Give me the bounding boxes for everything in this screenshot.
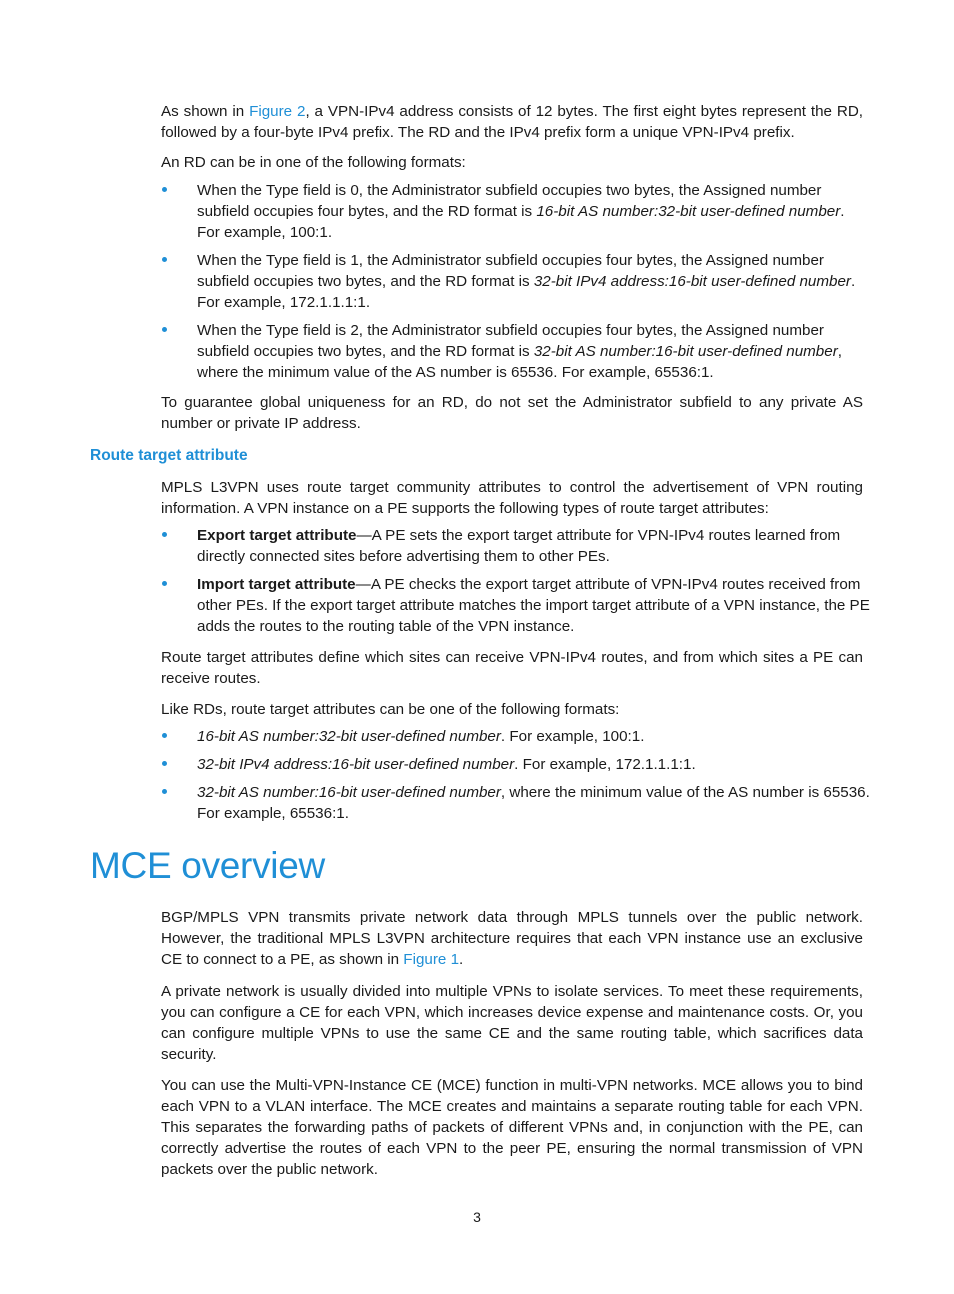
text-span: BGP/MPLS VPN transmits private network data through MPLS tunnels over the public network. However, the traditional MPLS L3VPN architecture requires that each VPN instance use an exclusive CE to connect to a PE, as shown in xyxy=(161,909,863,968)
text-span: , where the minimum value of the AS number is 65536. For example, 65536:1. xyxy=(197,784,870,822)
route-target-formats-intro: Like RDs, route target attributes can be one of the following formats: xyxy=(161,701,620,718)
bullet-icon xyxy=(162,761,167,766)
bullet-icon xyxy=(162,257,167,262)
list-item xyxy=(161,754,871,775)
list-item xyxy=(161,320,871,383)
route-target-heading: Route target attribute xyxy=(90,447,248,464)
text-span: As shown in xyxy=(161,103,250,120)
rd-uniqueness-paragraph: To guarantee global uniqueness for an RD, do not set the Administrator subfield to any private AS number or private IP address. xyxy=(161,394,863,432)
text-span: When the Type field is 2, the Administrator subfield occupies four bytes, the Assigned number subfield occupies two bytes, and the RD format is xyxy=(197,322,824,360)
text-span: , a VPN-IPv4 address consists of 12 bytes. The first eight bytes represent the RD, followed by a four-byte IPv4 prefix. The RD and the IPv4 prefix form a unique VPN-IPv4 prefix. xyxy=(161,103,864,141)
list-item xyxy=(161,782,871,824)
rd-format-list xyxy=(161,180,871,383)
format-italic: 32-bit IPv4 address:16-bit user-defined number xyxy=(533,273,851,290)
list-item xyxy=(161,525,871,567)
route-target-format-list xyxy=(161,726,871,824)
bullet-icon xyxy=(162,327,167,332)
text-span: When the Type field is 0, the Administrator subfield occupies two bytes, the Assigned number subfield occupies four bytes, and the RD format is xyxy=(197,182,822,220)
text-span: —A PE sets the export target attribute for VPN-IPv4 routes learned from directly connected sites before advertising them to other PEs. xyxy=(197,527,841,565)
page-number: 3 xyxy=(473,1209,481,1225)
term-bold: Import target attribute xyxy=(197,576,356,593)
text-span: . For example, 172.1.1.1:1. xyxy=(514,756,696,773)
text-span: —A PE checks the export target attribute of VPN-IPv4 routes received from other PEs. If the export target attribute matches the import target attribute of a VPN instance, the PE adds the routes to the routing table of the VPN instance. xyxy=(197,576,870,635)
format-italic: 16-bit AS number:32-bit user-defined number xyxy=(536,203,841,220)
text-span: When the Type field is 1, the Administrator subfield occupies four bytes, the Assigned number subfield occupies two bytes, and the RD format is xyxy=(197,252,824,290)
format-italic: 32-bit AS number:16-bit user-defined number xyxy=(533,343,838,360)
bullet-icon xyxy=(162,733,167,738)
list-item xyxy=(161,250,871,313)
mce-paragraph-3: You can use the Multi-VPN-Instance CE (MCE) function in multi-VPN networks. MCE allows you to bind each VPN to a VLAN interface. The MCE creates and maintains a separate routing table for each VPN. This separates the forwarding paths of packets of different VPNs and, in conjunction with the PE, can correctly advertise the routes of each VPN to the peer PE, ensuring the normal transmission of VPN packets over the public network. xyxy=(161,1077,863,1178)
bullet-icon xyxy=(162,581,167,586)
figure-2-link[interactable]: Figure 2 xyxy=(249,103,306,120)
route-target-paragraph: MPLS L3VPN uses route target community attributes to control the advertisement of VPN routing information. A VPN instance on a PE supports the following types of route target attributes: xyxy=(161,479,863,517)
term-bold: Export target attribute xyxy=(197,527,357,544)
route-target-types-list xyxy=(161,525,871,637)
text-span: , where the minimum value of the AS number is 65536. For example, 65536:1. xyxy=(197,343,842,381)
list-item xyxy=(161,726,871,747)
bullet-icon xyxy=(162,532,167,537)
mce-paragraph-1 xyxy=(161,907,863,970)
bullet-icon xyxy=(162,187,167,192)
intro-paragraph xyxy=(161,101,863,143)
mce-overview-heading: MCE overview xyxy=(90,845,325,886)
format-italic: 16-bit AS number:32-bit user-defined number xyxy=(197,728,501,745)
text-span: . For example, 100:1. xyxy=(197,203,845,241)
list-item xyxy=(161,180,871,243)
mce-paragraph-2: A private network is usually divided into multiple VPNs to isolate services. To meet these requirements, you can configure a CE for each VPN, which increases device expense and maintenance costs. Or, you can configure multiple VPNs to use the same CE and the same routing table, which sacrifices data security. xyxy=(161,983,863,1063)
route-target-sites-paragraph: Route target attributes define which sites can receive VPN-IPv4 routes, and from which sites a PE can receive routes. xyxy=(161,649,863,687)
format-italic: 32-bit AS number:16-bit user-defined number xyxy=(197,784,501,801)
list-item xyxy=(161,574,871,637)
rd-formats-intro: An RD can be in one of the following formats: xyxy=(161,154,466,171)
figure-1-link[interactable]: Figure 1 xyxy=(403,951,460,968)
bullet-icon xyxy=(162,789,167,794)
text-span: . xyxy=(459,951,464,968)
format-italic: 32-bit IPv4 address:16-bit user-defined number xyxy=(197,756,515,773)
text-span: . For example, 172.1.1.1:1. xyxy=(197,273,856,311)
text-span: . For example, 100:1. xyxy=(500,728,645,745)
